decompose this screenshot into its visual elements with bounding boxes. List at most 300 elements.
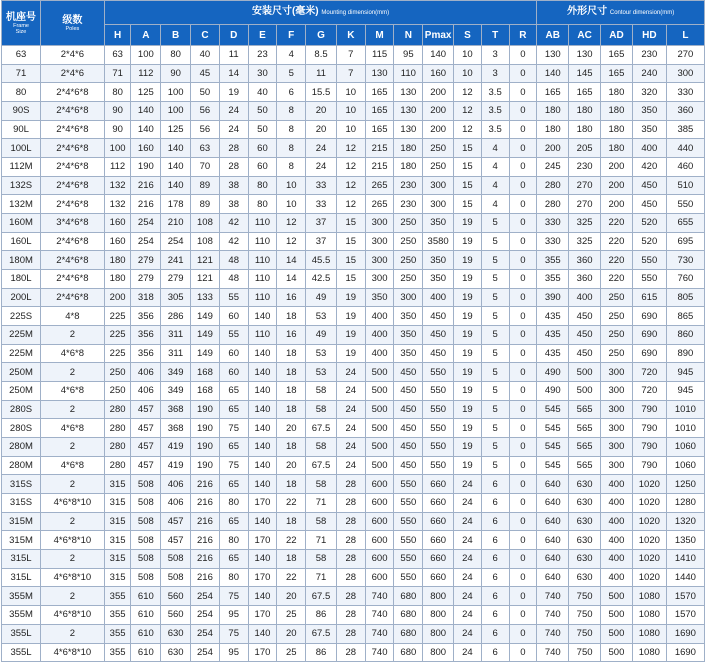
table-cell: 65 bbox=[219, 550, 248, 569]
table-cell: 22 bbox=[277, 568, 306, 587]
table-cell: 3580 bbox=[423, 232, 454, 251]
table-cell: 1020 bbox=[632, 475, 666, 494]
table-cell: 19 bbox=[454, 456, 482, 475]
table-cell: 350 bbox=[365, 288, 394, 307]
table-cell: 545 bbox=[537, 419, 569, 438]
table-cell: 0 bbox=[509, 46, 537, 65]
table-row bbox=[2, 232, 705, 251]
table-cell: 740 bbox=[365, 587, 394, 606]
table-cell: 315S bbox=[2, 494, 41, 513]
table-cell: 2 bbox=[41, 587, 105, 606]
table-row bbox=[2, 102, 705, 121]
table-cell: 2 bbox=[41, 326, 105, 345]
table-row bbox=[2, 176, 705, 195]
table-cell: 8 bbox=[277, 102, 306, 121]
table-cell: 2 bbox=[41, 438, 105, 457]
table-cell: 216 bbox=[191, 550, 220, 569]
table-cell: 110 bbox=[394, 64, 423, 83]
table-cell: 520 bbox=[632, 232, 666, 251]
table-cell: 1320 bbox=[666, 512, 704, 531]
table-cell: 28 bbox=[336, 494, 365, 513]
table-cell: 28 bbox=[336, 550, 365, 569]
table-cell: 600 bbox=[365, 494, 394, 513]
table-cell: 160L bbox=[2, 232, 41, 251]
table-cell: 254 bbox=[131, 232, 161, 251]
table-cell: 180M bbox=[2, 251, 41, 270]
table-cell: 18 bbox=[277, 512, 306, 531]
table-cell: 12 bbox=[336, 158, 365, 177]
table-cell: 160 bbox=[104, 232, 131, 251]
table-cell: 5 bbox=[277, 64, 306, 83]
table-cell: 630 bbox=[161, 643, 191, 662]
table-cell: 355 bbox=[537, 251, 569, 270]
table-cell: 10 bbox=[454, 46, 482, 65]
table-cell: 65 bbox=[219, 475, 248, 494]
table-cell: 16 bbox=[277, 326, 306, 345]
table-cell: 28 bbox=[336, 531, 365, 550]
table-cell: 550 bbox=[423, 400, 454, 419]
table-row bbox=[2, 83, 705, 102]
table-cell: 2*4*6*8 bbox=[41, 176, 105, 195]
table-cell: 215 bbox=[365, 158, 394, 177]
poles-header-en: Poles bbox=[65, 25, 80, 32]
table-cell: 790 bbox=[632, 438, 666, 457]
table-cell: 600 bbox=[365, 512, 394, 531]
table-cell: 279 bbox=[131, 270, 161, 289]
table-row bbox=[2, 494, 705, 513]
frame-size-header bbox=[2, 1, 41, 46]
table-cell: 560 bbox=[161, 587, 191, 606]
table-cell: 550 bbox=[632, 251, 666, 270]
table-cell: 740 bbox=[537, 606, 569, 625]
table-cell: 140 bbox=[161, 158, 191, 177]
table-cell: 89 bbox=[191, 195, 220, 214]
table-cell: 12 bbox=[336, 195, 365, 214]
table-cell: 5 bbox=[481, 270, 509, 289]
table-cell: 510 bbox=[666, 176, 704, 195]
table-cell: 18 bbox=[277, 550, 306, 569]
table-cell: 180 bbox=[104, 251, 131, 270]
table-cell: 130 bbox=[537, 46, 569, 65]
table-cell: 165 bbox=[365, 120, 394, 139]
table-cell: 349 bbox=[161, 382, 191, 401]
table-cell: 3 bbox=[481, 46, 509, 65]
table-cell: 6 bbox=[481, 550, 509, 569]
table-cell: 110 bbox=[248, 214, 277, 233]
table-cell: 15 bbox=[336, 251, 365, 270]
table-cell: 250 bbox=[104, 363, 131, 382]
column-header-m: M bbox=[365, 25, 394, 46]
table-cell: 0 bbox=[509, 214, 537, 233]
table-cell: 170 bbox=[248, 606, 277, 625]
table-cell: 740 bbox=[537, 587, 569, 606]
table-cell: 500 bbox=[601, 606, 633, 625]
table-cell: 140 bbox=[248, 363, 277, 382]
table-cell: 565 bbox=[569, 400, 601, 419]
table-cell: 58 bbox=[306, 550, 337, 569]
table-cell: 265 bbox=[365, 195, 394, 214]
table-cell: 60 bbox=[248, 139, 277, 158]
column-header-g: G bbox=[306, 25, 337, 46]
frame-size-header-cn: 机座号 bbox=[6, 11, 37, 23]
table-cell: 500 bbox=[601, 624, 633, 643]
table-cell: 58 bbox=[306, 382, 337, 401]
table-cell: 660 bbox=[423, 550, 454, 569]
table-cell: 110 bbox=[248, 326, 277, 345]
table-cell: 360 bbox=[666, 102, 704, 121]
table-cell: 508 bbox=[131, 475, 161, 494]
table-cell: 11 bbox=[306, 64, 337, 83]
table-cell: 550 bbox=[423, 438, 454, 457]
table-cell: 265 bbox=[365, 176, 394, 195]
table-cell: 216 bbox=[131, 195, 161, 214]
table-cell: 20 bbox=[306, 102, 337, 121]
table-cell: 19 bbox=[454, 251, 482, 270]
table-cell: 300 bbox=[601, 382, 633, 401]
table-cell: 53 bbox=[306, 307, 337, 326]
table-cell: 90 bbox=[161, 64, 191, 83]
table-cell: 730 bbox=[666, 251, 704, 270]
table-row bbox=[2, 363, 705, 382]
table-cell: 500 bbox=[365, 382, 394, 401]
table-cell: 24 bbox=[306, 139, 337, 158]
table-cell: 790 bbox=[632, 400, 666, 419]
table-cell: 435 bbox=[537, 307, 569, 326]
table-cell: 500 bbox=[365, 438, 394, 457]
table-cell: 19 bbox=[454, 363, 482, 382]
frame-size-header-en-1: Frame bbox=[13, 22, 29, 29]
contour-dimension-header bbox=[537, 1, 705, 25]
table-cell: 28 bbox=[336, 587, 365, 606]
table-cell: 600 bbox=[365, 550, 394, 569]
table-cell: 0 bbox=[509, 251, 537, 270]
table-cell: 490 bbox=[537, 382, 569, 401]
table-cell: 565 bbox=[569, 419, 601, 438]
poles-header bbox=[41, 1, 105, 46]
table-cell: 56 bbox=[191, 102, 220, 121]
table-cell: 560 bbox=[161, 606, 191, 625]
table-cell: 400 bbox=[365, 326, 394, 345]
table-cell: 0 bbox=[509, 475, 537, 494]
table-cell: 28 bbox=[336, 624, 365, 643]
table-cell: 86 bbox=[306, 643, 337, 662]
table-row bbox=[2, 139, 705, 158]
table-cell: 133 bbox=[191, 288, 220, 307]
table-cell: 225 bbox=[104, 344, 131, 363]
table-cell: 350 bbox=[423, 251, 454, 270]
table-cell: 60 bbox=[219, 344, 248, 363]
frame-size-header-en-2: Size bbox=[15, 28, 27, 35]
table-cell: 355 bbox=[104, 643, 131, 662]
table-cell: 356 bbox=[131, 326, 161, 345]
table-cell: 400 bbox=[601, 475, 633, 494]
table-cell: 4*6*8 bbox=[41, 344, 105, 363]
table-cell: 300 bbox=[601, 438, 633, 457]
table-cell: 720 bbox=[632, 382, 666, 401]
table-cell: 149 bbox=[191, 307, 220, 326]
table-cell: 0 bbox=[509, 176, 537, 195]
table-row bbox=[2, 456, 705, 475]
column-header-hd: HD bbox=[632, 25, 666, 46]
table-cell: 18 bbox=[277, 438, 306, 457]
table-cell: 0 bbox=[509, 606, 537, 625]
table-cell: 80 bbox=[248, 195, 277, 214]
table-cell: 315 bbox=[104, 531, 131, 550]
table-cell: 1060 bbox=[666, 438, 704, 457]
table-cell: 610 bbox=[131, 624, 161, 643]
table-cell: 18 bbox=[277, 307, 306, 326]
table-cell: 6 bbox=[481, 606, 509, 625]
table-cell: 14 bbox=[219, 64, 248, 83]
table-cell: 565 bbox=[569, 438, 601, 457]
table-cell: 19 bbox=[336, 344, 365, 363]
table-cell: 286 bbox=[161, 307, 191, 326]
table-cell: 400 bbox=[601, 494, 633, 513]
table-cell: 130 bbox=[394, 102, 423, 121]
table-cell: 65 bbox=[219, 400, 248, 419]
table-cell: 508 bbox=[131, 568, 161, 587]
table-cell: 0 bbox=[509, 400, 537, 419]
table-cell: 315 bbox=[104, 475, 131, 494]
table-cell: 95 bbox=[394, 46, 423, 65]
table-cell: 112 bbox=[131, 64, 161, 83]
table-cell: 4*8 bbox=[41, 307, 105, 326]
table-cell: 58 bbox=[306, 512, 337, 531]
table-cell: 630 bbox=[569, 494, 601, 513]
table-cell: 860 bbox=[666, 326, 704, 345]
table-cell: 80 bbox=[2, 83, 41, 102]
table-cell: 419 bbox=[161, 456, 191, 475]
table-cell: 178 bbox=[161, 195, 191, 214]
table-row bbox=[2, 195, 705, 214]
table-row bbox=[2, 606, 705, 625]
table-cell: 38 bbox=[219, 195, 248, 214]
table-cell: 640 bbox=[537, 531, 569, 550]
table-cell: 508 bbox=[161, 550, 191, 569]
table-cell: 550 bbox=[394, 494, 423, 513]
table-cell: 18 bbox=[277, 344, 306, 363]
table-cell: 53 bbox=[306, 363, 337, 382]
table-cell: 8 bbox=[277, 158, 306, 177]
table-cell: 279 bbox=[161, 270, 191, 289]
table-cell: 450 bbox=[394, 382, 423, 401]
table-cell: 48 bbox=[219, 251, 248, 270]
table-cell: 100 bbox=[104, 139, 131, 158]
table-row bbox=[2, 587, 705, 606]
table-cell: 4 bbox=[481, 158, 509, 177]
table-cell: 250 bbox=[394, 270, 423, 289]
table-cell: 300 bbox=[365, 214, 394, 233]
table-cell: 22 bbox=[277, 494, 306, 513]
table-cell: 180 bbox=[104, 270, 131, 289]
table-cell: 125 bbox=[161, 120, 191, 139]
table-cell: 58 bbox=[306, 438, 337, 457]
column-header-f: F bbox=[277, 25, 306, 46]
table-cell: 140 bbox=[161, 176, 191, 195]
table-cell: 71 bbox=[306, 494, 337, 513]
table-cell: 1020 bbox=[632, 512, 666, 531]
table-cell: 63 bbox=[2, 46, 41, 65]
table-cell: 1690 bbox=[666, 643, 704, 662]
table-cell: 56 bbox=[191, 120, 220, 139]
table-row bbox=[2, 46, 705, 65]
table-cell: 1440 bbox=[666, 568, 704, 587]
table-cell: 4*6*8*10 bbox=[41, 531, 105, 550]
table-cell: 24 bbox=[454, 494, 482, 513]
table-cell: 33 bbox=[306, 195, 337, 214]
table-cell: 318 bbox=[131, 288, 161, 307]
table-cell: 15 bbox=[454, 139, 482, 158]
table-cell: 508 bbox=[161, 568, 191, 587]
table-cell: 254 bbox=[191, 643, 220, 662]
table-cell: 450 bbox=[394, 363, 423, 382]
table-cell: 550 bbox=[666, 195, 704, 214]
table-cell: 5 bbox=[481, 363, 509, 382]
table-cell: 180L bbox=[2, 270, 41, 289]
table-cell: 300 bbox=[365, 251, 394, 270]
table-cell: 355M bbox=[2, 587, 41, 606]
table-cell: 18 bbox=[277, 382, 306, 401]
table-cell: 180 bbox=[601, 139, 633, 158]
table-cell: 610 bbox=[131, 587, 161, 606]
table-cell: 24 bbox=[336, 438, 365, 457]
column-header-ab: AB bbox=[537, 25, 569, 46]
table-cell: 24 bbox=[454, 568, 482, 587]
table-cell: 205 bbox=[569, 139, 601, 158]
table-cell: 280 bbox=[537, 176, 569, 195]
table-cell: 19 bbox=[336, 326, 365, 345]
table-cell: 0 bbox=[509, 512, 537, 531]
table-row bbox=[2, 382, 705, 401]
table-cell: 170 bbox=[248, 494, 277, 513]
table-cell: 110 bbox=[248, 251, 277, 270]
table-cell: 355 bbox=[537, 270, 569, 289]
table-cell: 8 bbox=[277, 120, 306, 139]
table-cell: 660 bbox=[423, 568, 454, 587]
table-cell: 450 bbox=[632, 195, 666, 214]
table-cell: 500 bbox=[601, 587, 633, 606]
table-cell: 19 bbox=[219, 83, 248, 102]
table-cell: 254 bbox=[131, 214, 161, 233]
table-cell: 22 bbox=[277, 531, 306, 550]
table-cell: 400 bbox=[569, 288, 601, 307]
table-cell: 790 bbox=[632, 456, 666, 475]
table-cell: 4 bbox=[481, 176, 509, 195]
table-cell: 132S bbox=[2, 176, 41, 195]
table-cell: 230 bbox=[632, 46, 666, 65]
table-cell: 3.5 bbox=[481, 83, 509, 102]
table-cell: 508 bbox=[131, 550, 161, 569]
table-cell: 170 bbox=[248, 531, 277, 550]
table-cell: 4*6*8 bbox=[41, 419, 105, 438]
table-cell: 216 bbox=[191, 568, 220, 587]
table-cell: 740 bbox=[537, 624, 569, 643]
table-cell: 740 bbox=[537, 643, 569, 662]
table-cell: 760 bbox=[666, 270, 704, 289]
table-cell: 2*4*6*8 bbox=[41, 139, 105, 158]
table-cell: 140 bbox=[248, 456, 277, 475]
table-cell: 38 bbox=[219, 176, 248, 195]
table-cell: 550 bbox=[423, 363, 454, 382]
table-cell: 250 bbox=[394, 251, 423, 270]
table-cell: 216 bbox=[191, 531, 220, 550]
table-cell: 400 bbox=[601, 531, 633, 550]
table-cell: 300 bbox=[394, 288, 423, 307]
table-cell: 16 bbox=[277, 288, 306, 307]
table-cell: 200 bbox=[601, 195, 633, 214]
table-cell: 80 bbox=[219, 531, 248, 550]
table-cell: 4*6*8 bbox=[41, 382, 105, 401]
table-header bbox=[2, 1, 705, 46]
table-row bbox=[2, 270, 705, 289]
table-cell: 1080 bbox=[632, 643, 666, 662]
table-cell: 450 bbox=[394, 419, 423, 438]
table-cell: 5 bbox=[481, 456, 509, 475]
table-cell: 15 bbox=[454, 176, 482, 195]
table-cell: 680 bbox=[394, 624, 423, 643]
table-cell: 165 bbox=[569, 83, 601, 102]
table-cell: 180 bbox=[537, 120, 569, 139]
table-cell: 390 bbox=[537, 288, 569, 307]
table-cell: 350 bbox=[423, 270, 454, 289]
table-cell: 300 bbox=[601, 419, 633, 438]
table-cell: 508 bbox=[131, 512, 161, 531]
table-cell: 695 bbox=[666, 232, 704, 251]
table-row bbox=[2, 158, 705, 177]
table-cell: 49 bbox=[306, 288, 337, 307]
table-cell: 1410 bbox=[666, 550, 704, 569]
column-header-n: N bbox=[394, 25, 423, 46]
table-cell: 355M bbox=[2, 606, 41, 625]
table-cell: 565 bbox=[569, 456, 601, 475]
table-cell: 457 bbox=[131, 419, 161, 438]
table-cell: 108 bbox=[191, 232, 220, 251]
table-cell: 71 bbox=[2, 64, 41, 83]
table-cell: 18 bbox=[277, 475, 306, 494]
table-cell: 200 bbox=[601, 176, 633, 195]
table-cell: 42 bbox=[219, 214, 248, 233]
table-cell: 680 bbox=[394, 587, 423, 606]
table-cell: 225 bbox=[104, 326, 131, 345]
column-header-b: B bbox=[161, 25, 191, 46]
table-cell: 0 bbox=[509, 550, 537, 569]
table-cell: 12 bbox=[336, 176, 365, 195]
table-cell: 750 bbox=[569, 587, 601, 606]
table-cell: 12 bbox=[454, 83, 482, 102]
table-cell: 254 bbox=[191, 606, 220, 625]
table-cell: 24 bbox=[336, 400, 365, 419]
table-cell: 20 bbox=[277, 419, 306, 438]
table-cell: 241 bbox=[161, 251, 191, 270]
table-cell: 450 bbox=[569, 307, 601, 326]
table-cell: 330 bbox=[537, 232, 569, 251]
table-cell: 250 bbox=[601, 307, 633, 326]
table-cell: 28 bbox=[336, 643, 365, 662]
table-cell: 10 bbox=[454, 64, 482, 83]
table-cell: 24 bbox=[306, 158, 337, 177]
table-cell: 1280 bbox=[666, 494, 704, 513]
table-row bbox=[2, 288, 705, 307]
table-cell: 25 bbox=[277, 643, 306, 662]
table-cell: 160 bbox=[423, 64, 454, 83]
mounting-dimension-header-cn: 安装尺寸(毫米) bbox=[251, 6, 319, 17]
table-cell: 19 bbox=[336, 288, 365, 307]
table-cell: 1020 bbox=[632, 568, 666, 587]
table-cell: 1570 bbox=[666, 587, 704, 606]
table-cell: 12 bbox=[336, 139, 365, 158]
table-cell: 65 bbox=[219, 382, 248, 401]
table-cell: 6 bbox=[481, 643, 509, 662]
